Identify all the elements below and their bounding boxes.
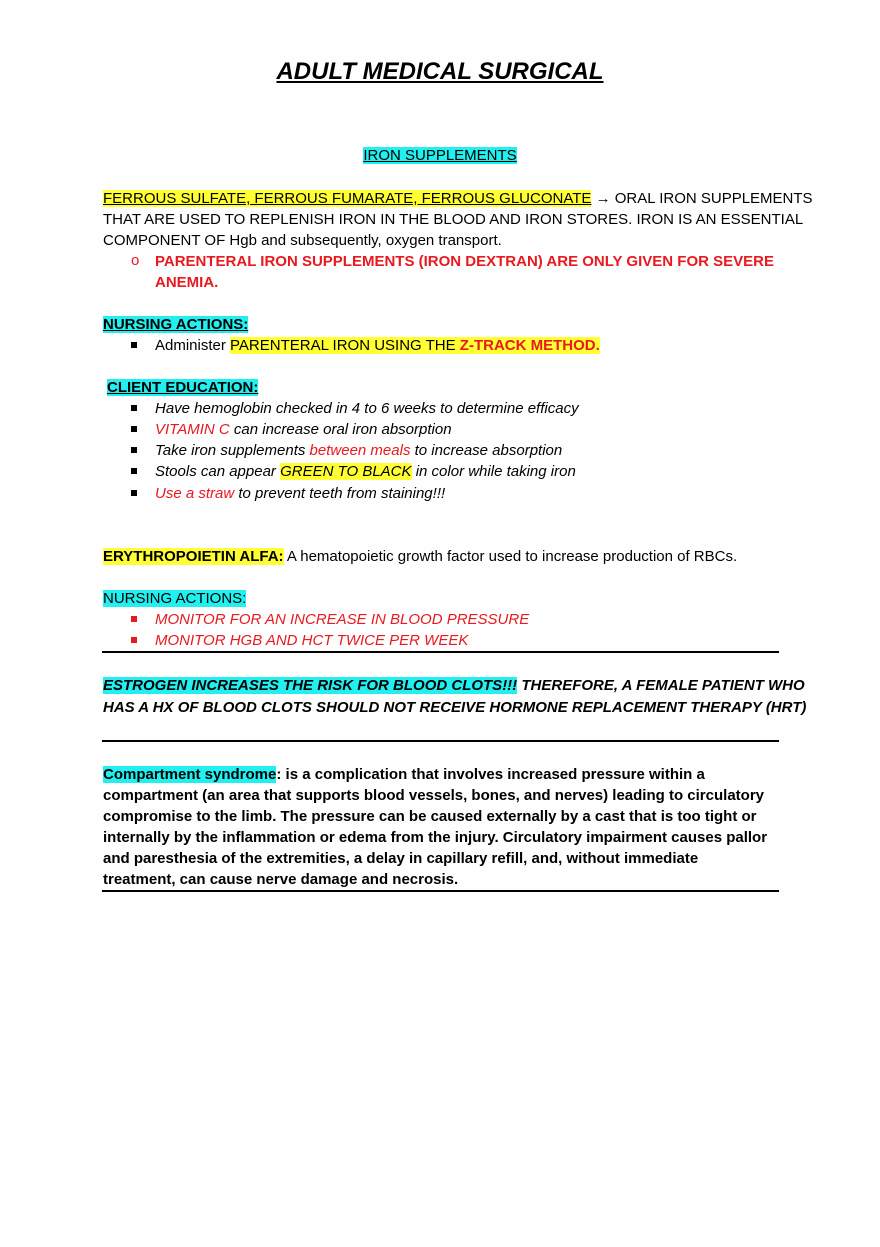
green-to-black: GREEN TO BLACK <box>280 463 412 480</box>
parenteral-line1: PARENTERAL IRON SUPPLEMENTS (IRON DEXTRAN) ARE ONLY GIVEN FOR SEVERE <box>155 253 774 270</box>
iron-desc-line2: THAT ARE USED TO REPLENISH IRON IN THE BLOOD AND IRON STORES. IRON IS AN ESSENTIAL <box>103 211 804 228</box>
estrogen-line1-rest: THEREFORE, A FEMALE PATIENT WHO <box>521 677 805 694</box>
education-item-4-a: Stools can appear <box>155 463 276 480</box>
red-square-bullet-icon <box>131 637 137 643</box>
iron-drug-names: FERROUS SULFATE, FERROUS FUMARATE, FERROUS GLUCONATE <box>103 190 592 207</box>
arrow-right-icon: → <box>595 190 611 207</box>
divider <box>102 890 779 892</box>
square-bullet-icon <box>131 468 137 474</box>
iron-desc-line1: ORAL IRON SUPPLEMENTS <box>614 190 813 207</box>
iron-section-heading-wrap <box>0 145 880 166</box>
nursing-item-highlight-text: PARENTERAL IRON USING THE <box>230 337 456 354</box>
education-item-3-a: Take iron supplements <box>155 442 306 459</box>
education-item-2 <box>155 419 452 440</box>
estrogen-line1 <box>103 675 805 696</box>
square-bullet-icon <box>131 447 137 453</box>
page-title: ADULT MEDICAL SURGICAL <box>276 58 604 85</box>
education-item-5-rest: to prevent teeth from staining!!! <box>238 485 446 502</box>
education-item-4 <box>155 461 576 482</box>
circle-bullet-icon: o <box>131 252 140 269</box>
compartment-term: Compartment syndrome <box>103 766 277 783</box>
iron-desc-line3: COMPONENT OF Hgb and subsequently, oxygen transport. <box>103 232 502 249</box>
epo-text: A hematopoietic growth factor used to increase production of RBCs. <box>286 548 738 565</box>
iron-drugs-line <box>103 188 813 209</box>
epo-label: ERYTHROPOIETIN ALFA: <box>103 548 284 565</box>
education-item-1: Have hemoglobin checked in 4 to 6 weeks to determine efficacy <box>155 400 579 417</box>
estrogen-highlight: ESTROGEN INCREASES THE RISK FOR BLOOD CLOTS!!! <box>103 677 518 694</box>
nursing-actions-heading: NURSING ACTIONS: <box>103 316 249 333</box>
nursing-actions-2-heading-wrap <box>103 588 246 609</box>
parenteral-line2: ANEMIA. <box>155 274 219 291</box>
education-item-5 <box>155 483 445 504</box>
education-item-3-b: to increase absorption <box>414 442 563 459</box>
estrogen-line2: HAS A HX OF BLOOD CLOTS SHOULD NOT RECEIVE HORMONE REPLACEMENT THERAPY (HRT) <box>103 699 807 716</box>
epo-line <box>103 546 737 567</box>
nursing2-item-1: MONITOR FOR AN INCREASE IN BLOOD PRESSURE <box>155 611 530 628</box>
divider <box>102 740 779 742</box>
nursing-actions-heading-wrap <box>103 314 248 335</box>
red-square-bullet-icon <box>131 616 137 622</box>
nursing-item <box>155 335 600 356</box>
education-item-2-rest: can increase oral iron absorption <box>233 421 452 438</box>
compartment-paragraph <box>103 764 773 890</box>
nursing-actions-2-heading: NURSING ACTIONS: <box>103 590 247 607</box>
square-bullet-icon <box>131 342 137 348</box>
client-education-heading: CLIENT EDUCATION: <box>107 379 259 396</box>
nursing-item-highlight <box>230 337 600 354</box>
compartment-text: : is a complication that involves increased pressure within a compartment (an area that supports blood vessels, bones, and nerves) leading to circulatory compromise to the limb. The pressure can be caused externally by a cast that is too tight or internally by the inflammation or edema from the injury. Circulatory impairment causes pallor and paresthesia of the extremities, a delay in capillary refill, and, without immediate treatment, can cause nerve damage and necrosis. <box>103 766 768 888</box>
square-bullet-icon <box>131 405 137 411</box>
square-bullet-icon <box>131 426 137 432</box>
use-a-straw: Use a straw <box>155 485 235 502</box>
client-education-heading-wrap <box>107 377 258 398</box>
nursing2-item-2: MONITOR HGB AND HCT TWICE PER WEEK <box>155 632 469 649</box>
divider <box>102 651 779 653</box>
vitamin-c: VITAMIN C <box>155 421 230 438</box>
education-item-3 <box>155 440 562 461</box>
nursing-item-prefix: Administer <box>155 337 226 354</box>
between-meals: between meals <box>309 442 411 459</box>
square-bullet-icon <box>131 490 137 496</box>
z-track-method: Z-TRACK METHOD. <box>459 337 600 354</box>
education-item-4-b: in color while taking iron <box>415 463 576 480</box>
iron-section-heading: IRON SUPPLEMENTS <box>363 147 517 164</box>
